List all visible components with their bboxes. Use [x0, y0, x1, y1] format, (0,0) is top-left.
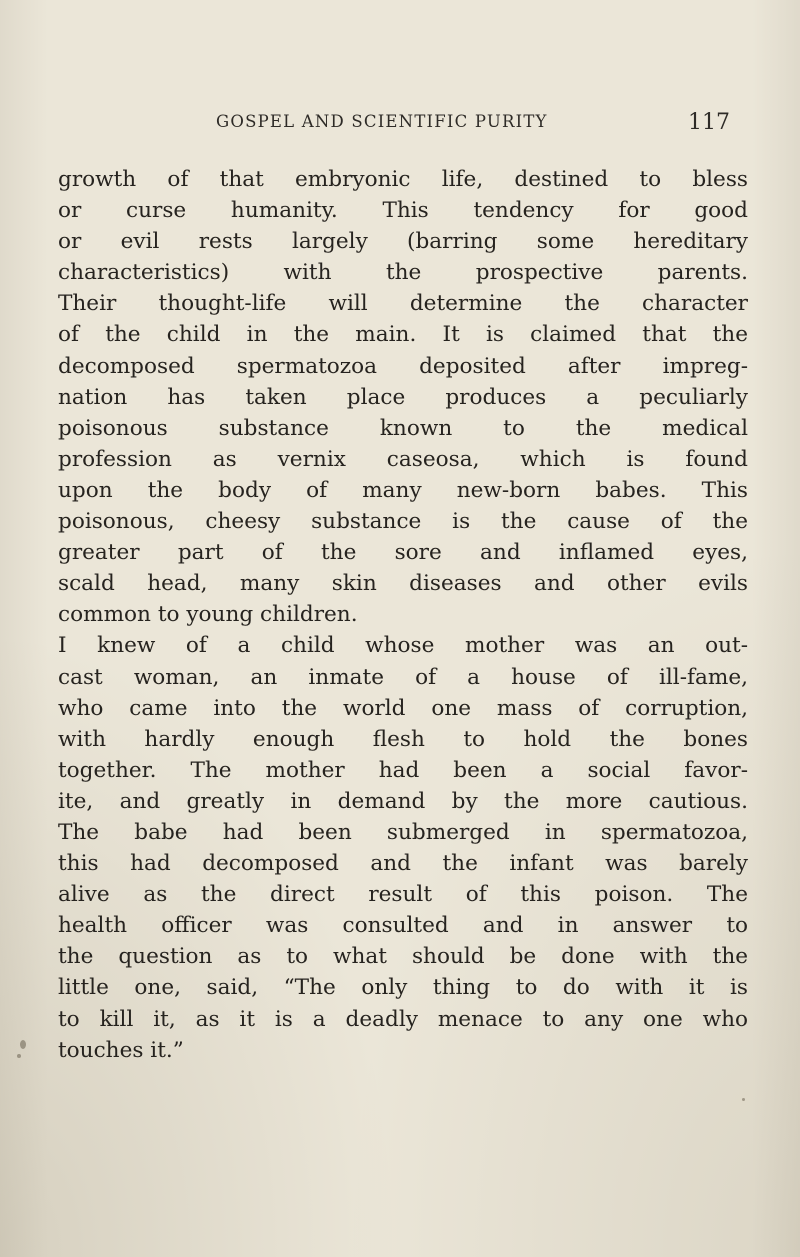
text-line: The babe had been submerged in spermatozoa, [58, 819, 748, 845]
paper-speck [17, 1054, 21, 1058]
text-line: touches it.” [58, 1037, 184, 1063]
text-line: profession as vernix caseosa, which is found [58, 446, 748, 472]
text-line: Their thought-life will determine the character [58, 291, 748, 317]
text-line: who came into the world one mass of corruption, [58, 695, 748, 721]
page-number: 117 [688, 110, 730, 135]
text-line: of the child in the main. It is claimed that the [58, 322, 748, 348]
text-line: to kill it, as it is a deadly menace to any one who [58, 1006, 748, 1032]
text-line: with hardly enough flesh to hold the bones [58, 726, 748, 752]
text-line: common to young children. [58, 602, 358, 628]
text-line: the question as to what should be done with the [58, 944, 748, 970]
text-line: cast woman, an inmate of a house of ill-fame, [58, 664, 748, 690]
text-line: or evil rests largely (barring some hereditary [58, 229, 748, 255]
text-line: characteristics) with the prospective parents. [58, 260, 748, 286]
running-head [0, 112, 800, 136]
text-line: greater part of the sore and inflamed eyes, [58, 540, 748, 566]
text-line: or curse humanity. This tendency for good [58, 198, 748, 224]
text-line: poisonous, cheesy substance is the cause of the [58, 509, 748, 535]
text-line: together. The mother had been a social favor- [58, 757, 748, 783]
text-line: scald head, many skin diseases and other evils [58, 571, 748, 597]
paper-speck [742, 1098, 745, 1101]
text-line: poisonous substance known to the medical [58, 415, 748, 441]
text-line: this had decomposed and the infant was barely [58, 851, 748, 877]
body-text [58, 164, 748, 1066]
running-title: GOSPEL AND SCIENTIFIC PURITY [216, 112, 548, 131]
text-line: decomposed spermatozoa deposited after impreg- [58, 353, 748, 379]
text-line: growth of that embryonic life, destined to bless [58, 167, 748, 192]
text-line: nation has taken place produces a peculiarly [58, 384, 748, 410]
text-line: little one, said, “The only thing to do with it is [58, 975, 748, 1001]
text-line: upon the body of many new-born babes. This [58, 477, 748, 503]
paper-speck [20, 1040, 26, 1049]
text-line: ite, and greatly in demand by the more cautious. [58, 788, 748, 814]
text-line: alive as the direct result of this poison. The [58, 882, 748, 908]
text-line: health officer was consulted and in answer to [58, 913, 748, 939]
text-line: I knew of a child whose mother was an out- [58, 633, 748, 659]
